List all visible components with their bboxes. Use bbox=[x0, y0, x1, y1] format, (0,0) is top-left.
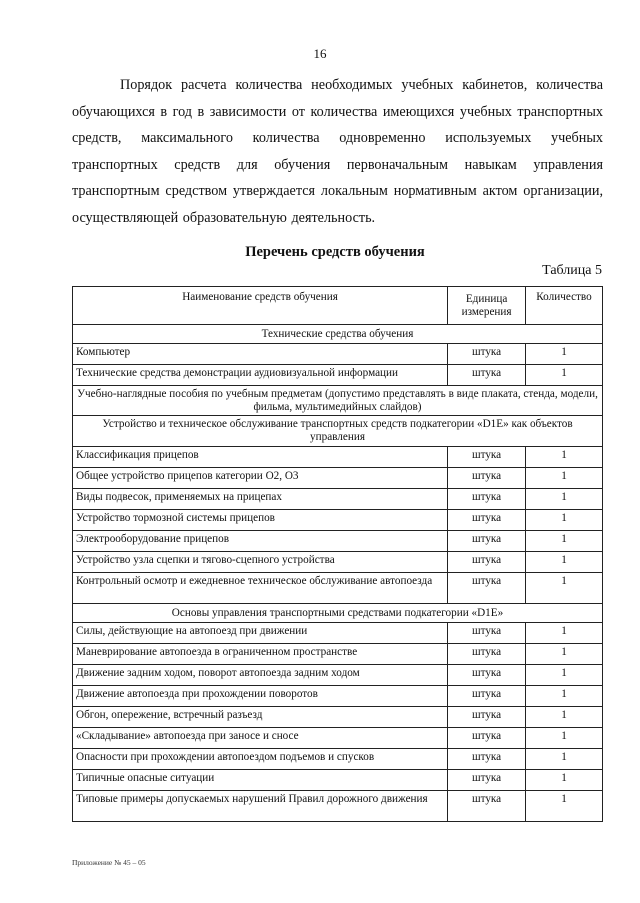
table-row bbox=[73, 573, 603, 604]
item-name: Силы, действующие на автопоезд при движении bbox=[73, 623, 448, 644]
item-unit: штука bbox=[448, 749, 526, 770]
table-number: Таблица 5 bbox=[542, 263, 602, 278]
item-qty: 1 bbox=[526, 552, 603, 573]
item-qty: 1 bbox=[526, 468, 603, 489]
item-qty: 1 bbox=[526, 531, 603, 552]
item-name: Технические средства демонстрации аудиовизуальной информации bbox=[73, 365, 448, 386]
item-name: Классификация прицепов bbox=[73, 447, 448, 468]
item-unit: штука bbox=[448, 644, 526, 665]
table-row bbox=[73, 623, 603, 644]
item-unit: штука bbox=[448, 344, 526, 365]
item-name: Устройство узла сцепки и тягово-сцепного устройства bbox=[73, 552, 448, 573]
item-unit: штука bbox=[448, 728, 526, 749]
item-name: Типичные опасные ситуации bbox=[73, 770, 448, 791]
section-row bbox=[73, 416, 603, 447]
item-name: Общее устройство прицепов категории О2, О3 bbox=[73, 468, 448, 489]
table-row bbox=[73, 552, 603, 573]
item-unit: штука bbox=[448, 489, 526, 510]
table-row bbox=[73, 344, 603, 365]
item-name: Компьютер bbox=[73, 344, 448, 365]
item-qty: 1 bbox=[526, 728, 603, 749]
table-row bbox=[73, 644, 603, 665]
item-name: Маневрирование автопоезда в ограниченном пространстве bbox=[73, 644, 448, 665]
item-unit: штука bbox=[448, 510, 526, 531]
item-unit: штука bbox=[448, 791, 526, 822]
section-title: Учебно-наглядные пособия по учебным предметам (допустимо представлять в виде плаката, стенда, модели, фильма, мультимедийных слайдов) bbox=[73, 386, 603, 416]
table-row bbox=[73, 489, 603, 510]
page-number: 16 bbox=[313, 46, 327, 61]
item-qty: 1 bbox=[526, 791, 603, 822]
table-row bbox=[73, 686, 603, 707]
intro-paragraph: Порядок расчета количества необходимых учебных кабинетов, количества обучающихся в год в зависимости от количества имеющихся учебных транспортных средств, максимального количества одновременно используемых учебных транспортных средств для обучения первоначальным навыкам управления транспортным средством утверждается локальным нормативным актом организации, осуществляющей образовательную деятельность. bbox=[72, 77, 603, 226]
table-row bbox=[73, 510, 603, 531]
item-unit: штука bbox=[448, 573, 526, 604]
means-table bbox=[72, 286, 603, 822]
section-row bbox=[73, 386, 603, 416]
item-unit: штука bbox=[448, 665, 526, 686]
item-name: Электрооборудование прицепов bbox=[73, 531, 448, 552]
table-row bbox=[73, 707, 603, 728]
section-title: Устройство и техническое обслуживание транспортных средств подкатегории «D1E» как объектов управления bbox=[73, 416, 603, 447]
item-unit: штука bbox=[448, 552, 526, 573]
item-qty: 1 bbox=[526, 365, 603, 386]
item-name: Виды подвесок, применяемых на прицепах bbox=[73, 489, 448, 510]
item-qty: 1 bbox=[526, 623, 603, 644]
item-name: Движение задним ходом, поворот автопоезда задним ходом bbox=[73, 665, 448, 686]
item-unit: штука bbox=[448, 623, 526, 644]
item-unit: штука bbox=[448, 707, 526, 728]
header-qty: Количество bbox=[526, 287, 603, 325]
item-qty: 1 bbox=[526, 686, 603, 707]
item-name: Устройство тормозной системы прицепов bbox=[73, 510, 448, 531]
item-qty: 1 bbox=[526, 770, 603, 791]
table-row bbox=[73, 791, 603, 822]
item-qty: 1 bbox=[526, 665, 603, 686]
table-row bbox=[73, 770, 603, 791]
item-name: Опасности при прохождении автопоездом подъемов и спусков bbox=[73, 749, 448, 770]
table-header-row bbox=[73, 287, 603, 325]
section-row bbox=[73, 604, 603, 623]
table-row bbox=[73, 728, 603, 749]
header-unit: Единица измерения bbox=[448, 287, 526, 325]
footer-note: Приложение № 45 – 05 bbox=[72, 858, 146, 867]
item-name: «Складывание» автопоезда при заносе и сносе bbox=[73, 728, 448, 749]
item-qty: 1 bbox=[526, 344, 603, 365]
item-name: Типовые примеры допускаемых нарушений Правил дорожного движения bbox=[73, 791, 448, 822]
item-name: Обгон, опережение, встречный разъезд bbox=[73, 707, 448, 728]
item-qty: 1 bbox=[526, 749, 603, 770]
item-unit: штука bbox=[448, 468, 526, 489]
table-row bbox=[73, 531, 603, 552]
table-row bbox=[73, 749, 603, 770]
section-row bbox=[73, 325, 603, 344]
item-qty: 1 bbox=[526, 447, 603, 468]
item-qty: 1 bbox=[526, 510, 603, 531]
table-row bbox=[73, 447, 603, 468]
section-title: Основы управления транспортными средствами подкатегории «D1E» bbox=[73, 604, 603, 623]
section-title: Технические средства обучения bbox=[73, 325, 603, 344]
item-unit: штука bbox=[448, 686, 526, 707]
item-qty: 1 bbox=[526, 573, 603, 604]
header-name: Наименование средств обучения bbox=[73, 287, 448, 325]
table-row bbox=[73, 665, 603, 686]
item-unit: штука bbox=[448, 365, 526, 386]
item-qty: 1 bbox=[526, 644, 603, 665]
item-unit: штука bbox=[448, 770, 526, 791]
item-unit: штука bbox=[448, 531, 526, 552]
item-name: Движение автопоезда при прохождении поворотов bbox=[73, 686, 448, 707]
table-row bbox=[73, 468, 603, 489]
table-title: Перечень средств обучения bbox=[245, 244, 425, 260]
item-unit: штука bbox=[448, 447, 526, 468]
item-qty: 1 bbox=[526, 707, 603, 728]
table-row bbox=[73, 365, 603, 386]
item-qty: 1 bbox=[526, 489, 603, 510]
item-name: Контрольный осмотр и ежедневное техническое обслуживание автопоезда bbox=[73, 573, 448, 604]
